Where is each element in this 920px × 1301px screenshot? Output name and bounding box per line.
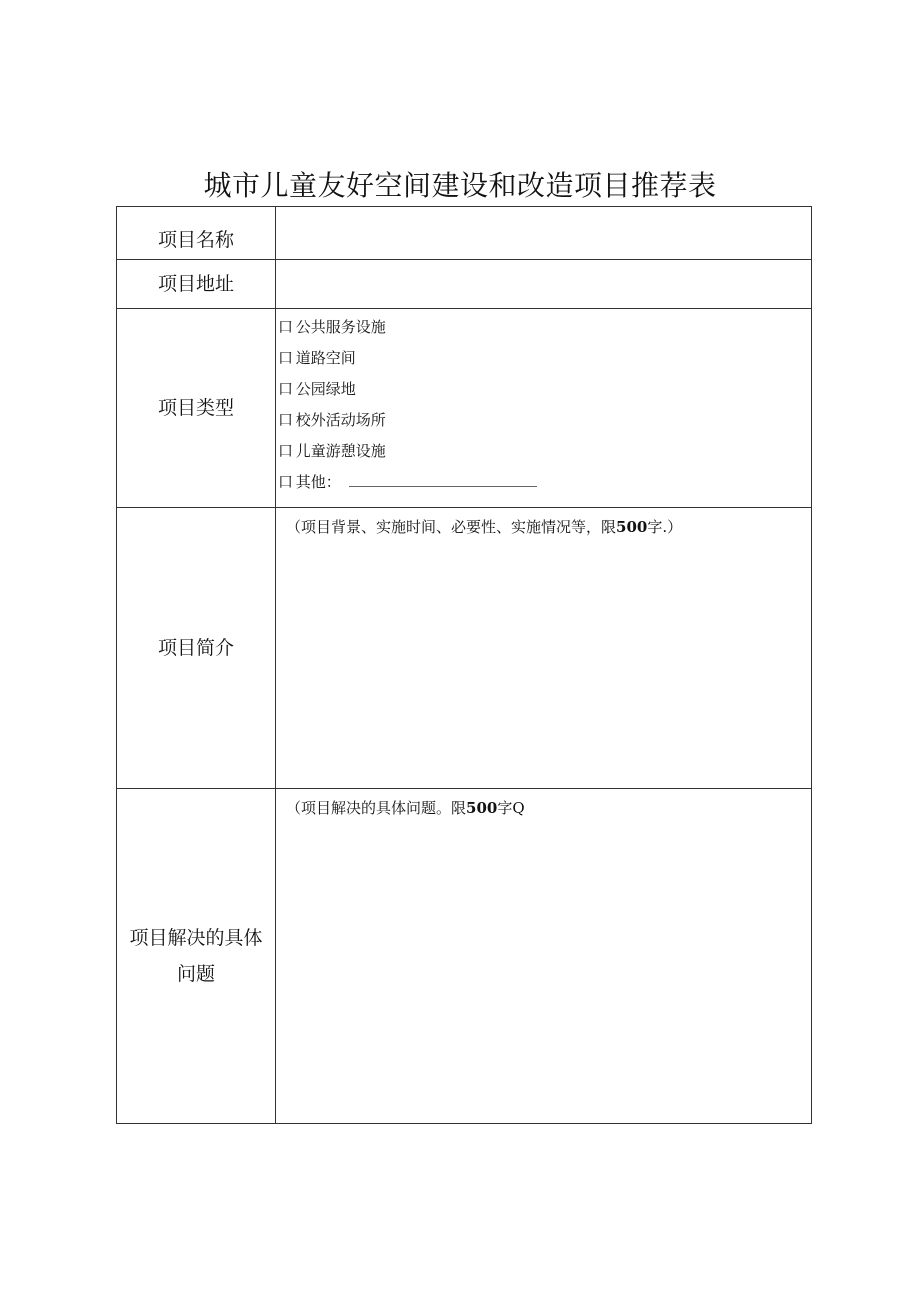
- project-type-options: [276, 309, 812, 508]
- row-project-address: [117, 260, 812, 309]
- row-project-intro: [117, 508, 812, 789]
- project-intro-field[interactable]: [276, 508, 812, 789]
- checkbox-icon[interactable]: 口: [278, 473, 294, 491]
- intro-word-limit: 500: [616, 518, 648, 536]
- problem-label-line2: 问题: [176, 963, 215, 985]
- project-address-field[interactable]: [276, 260, 812, 309]
- checkbox-icon[interactable]: 口: [278, 380, 294, 398]
- checkbox-icon[interactable]: 口: [278, 442, 294, 460]
- option-road-space[interactable]: [278, 348, 811, 379]
- project-problem-label: [117, 789, 276, 1124]
- project-intro-label: 项目简介: [117, 508, 276, 789]
- row-project-name: [117, 207, 812, 260]
- project-name-field[interactable]: [276, 207, 812, 260]
- checkbox-icon[interactable]: 口: [278, 411, 294, 429]
- project-type-label: 项目类型: [117, 309, 276, 508]
- option-label: 儿童游憩设施: [295, 442, 386, 460]
- option-label: 公共服务设施: [295, 318, 386, 336]
- option-outdoor-activity[interactable]: [278, 410, 811, 441]
- intro-hint: （项目背景、实施时间、必要性、实施情况等，限500字.）: [286, 518, 683, 536]
- other-fill-line[interactable]: [349, 472, 537, 487]
- project-problem-field[interactable]: [276, 789, 812, 1124]
- option-public-service[interactable]: [278, 317, 811, 348]
- problem-word-limit: 500: [466, 799, 498, 817]
- option-label: 校外活动场所: [295, 411, 386, 429]
- checkbox-icon[interactable]: 口: [278, 318, 294, 336]
- checkbox-icon[interactable]: 口: [278, 349, 294, 367]
- option-children-recreation[interactable]: [278, 441, 811, 472]
- problem-label-line1: 项目解决的具体: [129, 927, 263, 949]
- project-name-label: 项目名称: [117, 207, 276, 260]
- row-project-type: [117, 309, 812, 508]
- option-other[interactable]: [278, 472, 811, 503]
- problem-hint: （项目解决的具体问题。限500字Q: [286, 799, 525, 817]
- option-label: 其他：: [295, 473, 341, 491]
- project-address-label: 项目地址: [117, 260, 276, 309]
- option-label: 公园绿地: [295, 380, 356, 398]
- option-park-green[interactable]: [278, 379, 811, 410]
- option-label: 道路空间: [295, 349, 356, 367]
- recommendation-form-table: [116, 206, 812, 1124]
- form-title: 城市儿童友好空间建设和改造项目推荐表: [203, 169, 717, 202]
- row-project-problem: [117, 789, 812, 1124]
